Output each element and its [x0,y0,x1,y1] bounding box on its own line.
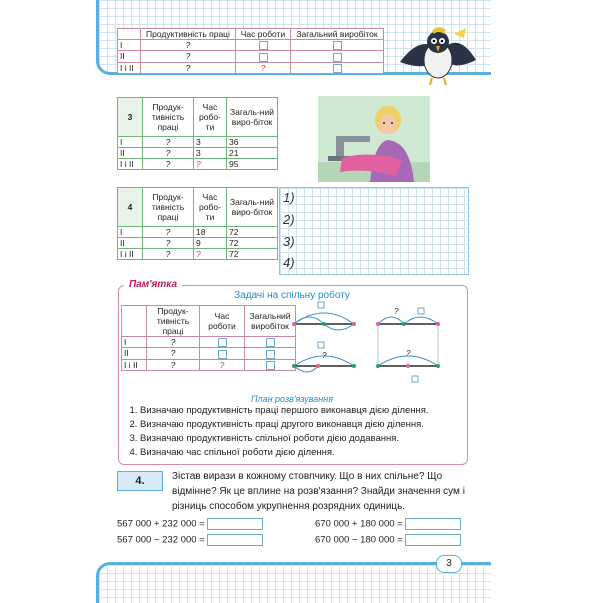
answer-field[interactable] [207,518,263,530]
prod-cell: ? [147,337,200,348]
answer-box [218,338,227,347]
table-3-header-time: Час робо-ти [194,98,227,137]
memo-header-productivity: Продук-тивність праці [147,306,200,337]
row-label: І і ІІ [118,249,143,260]
total-cell: 95 [227,159,278,170]
plan-step-2: 2. Визначаю продуктивність праці другого виконавця дією ділення. [140,418,480,432]
memo-tab: Пам'ятка [124,279,182,290]
diagram-question: ? [406,349,411,358]
prod-cell: ? [143,238,194,249]
table-1-header-total: Загальний виробіток [291,29,384,40]
row-label: І [122,337,147,348]
answer-box [333,53,342,62]
answer-box [266,350,275,359]
answer-field[interactable] [405,518,461,530]
table-row [122,359,296,370]
table-3-header-total: Загаль-ний виро-біток [227,98,278,137]
page-number: 3 [436,555,462,573]
row-label: І і ІІ [118,159,143,170]
time-cell: 3 [194,148,227,159]
memo-header-empty [122,306,147,337]
diagram-right-bottom [376,324,440,382]
seamstress-illustration [318,96,430,182]
answer-grid [279,187,469,275]
answer-line-1: 1) [283,190,295,205]
total-cell [291,40,384,51]
table-1-header-time: Час роботи [236,29,291,40]
row-label: ІІ [118,238,143,249]
diagram-left-bottom [292,342,356,372]
answer-box [218,350,227,359]
bottom-grid-band [96,562,491,603]
table-row [118,159,278,170]
memo-table [121,305,296,371]
time-cell: 18 [194,227,227,238]
time-cell [200,337,245,348]
table-4-header-total: Загаль-ний виро-біток [227,188,278,227]
table-1-header-empty [118,29,141,40]
answer-line-3: 3) [283,234,295,249]
row-label: І [118,137,143,148]
row-label: ІІ [118,51,141,62]
table-1 [117,28,384,74]
diagram-question: ? [322,351,327,360]
time-cell: 9 [194,238,227,249]
total-cell: 72 [227,227,278,238]
prod-cell: ? [143,227,194,238]
memo-header-total: Загальний виробіток [245,306,296,337]
prod-cell: ? [141,40,236,51]
total-cell: 21 [227,148,278,159]
answer-box [259,41,268,50]
table-4 [117,187,278,260]
table-row [118,148,278,159]
prod-cell: ? [143,148,194,159]
plan-step-1: 1. Визначаю продуктивність праці першого виконавця дією ділення. [140,404,480,418]
answer-box [333,64,342,73]
expression-4-text: 670 000 − 180 000 = [315,534,403,546]
task-4-number: 4. [117,471,163,491]
prod-cell: ? [143,249,194,260]
row-label: І і ІІ [122,359,147,370]
prod-cell: ? [143,137,194,148]
prod-cell: ? [141,51,236,62]
expression-1-text: 567 000 + 232 000 = [117,518,205,530]
prod-cell: ? [147,348,200,359]
total-cell: 36 [227,137,278,148]
row-label: І [118,227,143,238]
work-diagram [288,300,462,386]
time-cell: 3 [194,137,227,148]
answer-line-2: 2) [283,212,295,227]
memo-header-time: Час роботи [200,306,245,337]
table-3 [117,97,278,170]
magpie-illustration [392,22,484,88]
plan-step-3: 3. Визначаю продуктивність спільної роботи дією додавання. [140,432,480,446]
row-label: І і ІІ [118,62,141,73]
diagram-right-top [376,307,440,326]
answer-box [266,361,275,370]
time-cell [236,51,291,62]
table-row [118,227,278,238]
expression-3-text: 670 000 + 180 000 = [315,518,403,530]
table-row [118,40,384,51]
table-row [118,249,278,260]
answer-field[interactable] [207,534,263,546]
table-row [118,238,278,249]
table-row [122,348,296,359]
expression-1 [117,518,263,530]
answer-line-4: 4) [283,255,295,270]
plan-step-4: 4. Визначаю час спільної роботи дією ділення. [140,446,480,460]
answer-field[interactable] [405,534,461,546]
table-4-number: 4 [118,188,143,227]
total-cell: 72 [227,249,278,260]
total-cell: 72 [227,238,278,249]
plan-list [120,404,480,460]
memo-title: Задачі на спільну роботу [234,290,350,301]
total-cell [291,51,384,62]
row-label: ІІ [122,348,147,359]
prod-cell: ? [143,159,194,170]
table-row [118,51,384,62]
total-cell [291,62,384,73]
table-4-header-productivity: Продук-тивність праці [143,188,194,227]
answer-box [266,338,275,347]
time-cell [236,40,291,51]
time-cell: ? [194,249,227,260]
diagram-left-top [292,302,356,330]
time-cell: ? [236,62,291,73]
expression-4 [315,534,461,546]
plan-title: План розв'язування [251,394,333,404]
prod-cell: ? [147,359,200,370]
table-1-header-productivity: Продуктивність праці [141,29,236,40]
time-cell: ? [194,159,227,170]
answer-box [259,53,268,62]
row-label: ІІ [118,148,143,159]
expression-3 [315,518,461,530]
time-cell: ? [200,359,245,370]
table-3-header-productivity: Продук-тивність праці [143,98,194,137]
expression-2-text: 567 000 − 232 000 = [117,534,205,546]
table-4-header-time: Час робо-ти [194,188,227,227]
table-3-number: 3 [118,98,143,137]
table-row [122,337,296,348]
row-label: І [118,40,141,51]
task-4-text: Зістав вирази в кожному стовпчику. Що в них спільне? Що відмінне? Як це вплине на розв'язання? Знайди значення сум і різниць способом укрупнення розрядних одиниць. [172,471,465,512]
table-row [118,62,384,73]
time-cell [200,348,245,359]
answer-box [333,41,342,50]
diagram-question: ? [394,307,399,316]
table-row [118,137,278,148]
expression-2 [117,534,263,546]
prod-cell: ? [141,62,236,73]
